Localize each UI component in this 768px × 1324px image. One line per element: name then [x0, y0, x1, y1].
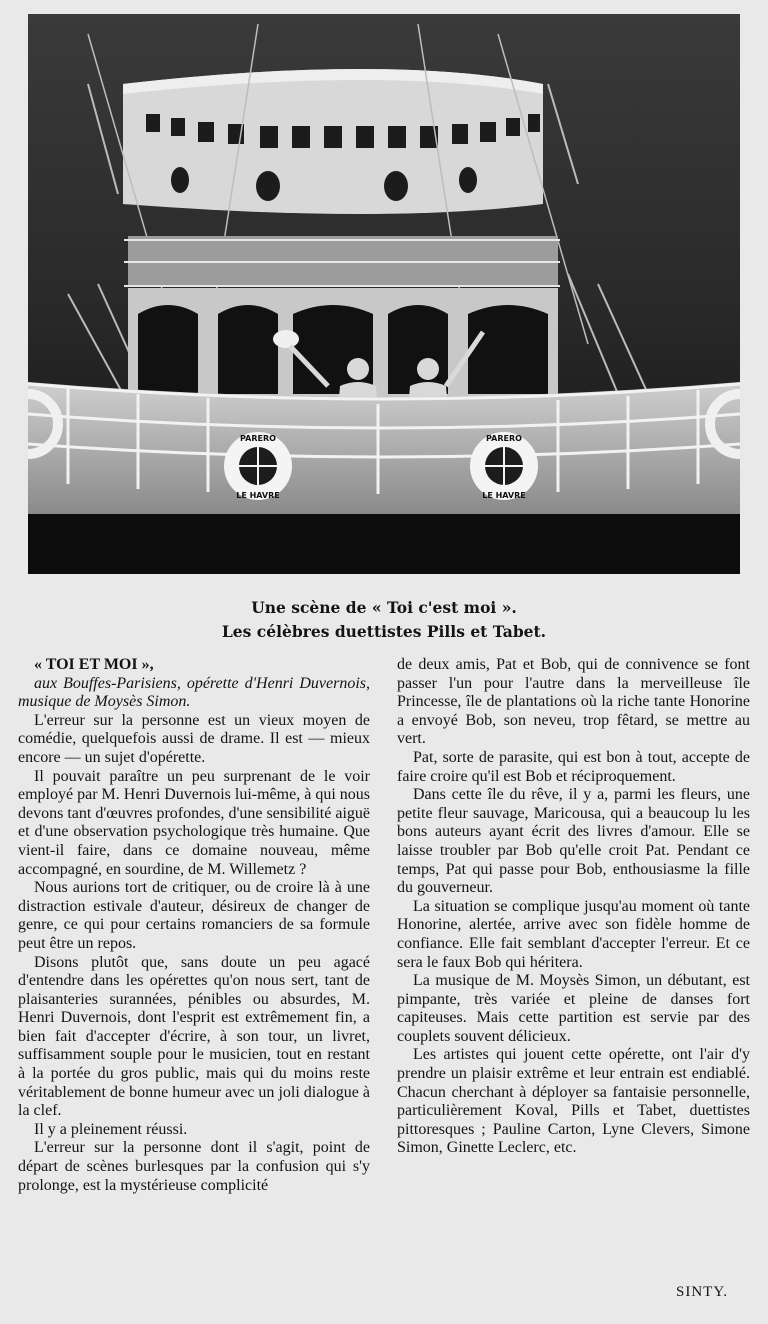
lifebuoy-right-top-text: PARERO: [486, 434, 522, 443]
ship-deck-scene: [28, 14, 740, 574]
paragraph-continuation: de deux amis, Pat et Bob, qui de connivence se font passer l'un pour l'autre dans la merveilleuse île Princesse, île de plantations où la riche tante Honorine a envoyé Bob, son neveu, trop fêtard, se mettre au vert.: [397, 656, 750, 748]
caption-line-2: Les célèbres duettistes Pills et Tabet.: [221, 622, 547, 641]
paragraph: Pat, sorte de parasite, qui est bon à tout, accepte de faire croire qu'il est Bob et réciproquement.: [397, 748, 750, 785]
paragraph: L'erreur sur la personne est un vieux moyen de comédie, quelquefois aussi de drame. Il est — mieux encore — un sujet d'opérette.: [18, 711, 370, 766]
paragraph: La situation se complique jusqu'au moment où tante Honorine, alertée, arrive avec son fidèle homme de confiance. Elle fait semblant d'accepter l'erreur. Et ce sera le faux Bob qui héritera.: [397, 897, 750, 971]
paragraph: L'erreur sur la personne dont il s'agit, point de départ de scènes burlesques par la confusion qui s'y prolonge, est la mystérieuse complicité: [18, 1139, 370, 1194]
paragraph: Les artistes qui jouent cette opérette, ont l'air d'y prendre un plaisir extrême et leur entrain est endiablé. Chacun cherchant à déployer sa fantaisie personnelle, particulièrement Koval, Pills et Tabet, duettistes pittoresques ; Pauline Carton, Lyne Clevers, Simone Simon, Ginette Leclerc, etc.: [397, 1046, 750, 1157]
lifebuoy-right-bottom-text: LE HAVRE: [482, 491, 526, 500]
article-subheading: aux Bouffes-Parisiens, opérette d'Henri Duvernois, musique de Moysès Simon.: [18, 674, 370, 711]
paragraph: Dans cette île du rêve, il y a, parmi les fleurs, une petite fleur sauvage, Maricousa, qui a beaucoup lu les bons auteurs ayant écrit des livres d'amour. Elle se laisse troubler par Bob qu'elle croit Pat. Pendant ce temps, Pat qui passe pour Bob, enthousiasme la fille du gouverneur.: [397, 786, 750, 897]
paragraph: Il y a pleinement réussi.: [34, 1120, 188, 1138]
lifebuoy-left-top-text: PARERO: [240, 434, 276, 443]
photo-caption: [0, 596, 768, 644]
paragraph: Il pouvait paraître un peu surprenant de le voir employé par M. Henri Duvernois lui-même, à qui nous devons tant d'œuvres profondes, d'une sensibilité aiguë et d'une observation psychologique très humaine. Que vient-il faire, dans ce domaine nouveau, même accompagné, en sourdine, de M. Willemetz ?: [18, 767, 370, 878]
article-heading: « TOI ET MOI »,: [34, 656, 154, 673]
paragraph: Disons plutôt que, sans doute un peu agacé d'entendre dans les opérettes qu'on nous sert, tant de plaisanteries surannées, pénibles ou absurdes, M. Henri Duvernois, dont l'esprit est extrêmement fin, a bien fait d'accepter d'écrire, à son tour, un livret, suffisamment souple pour le musicien, tout en restant à la portée du gros public, mais qui du moins reste véritablement de bonne humeur avec un joli dialogue à la clef.: [18, 953, 370, 1120]
article-column-right: [397, 656, 750, 1158]
caption-line-1: Une scène de « Toi c'est moi ».: [251, 598, 517, 617]
lifebuoy-left-bottom-text: LE HAVRE: [236, 491, 280, 500]
paragraph: Nous aurions tort de critiquer, ou de croire là à une distraction estivale d'auteur, désireux de changer de genre, ce qui pour certains romanciers de sa formule peut être un repos.: [18, 879, 370, 952]
stage-photo: [28, 14, 740, 574]
article-column-left: [18, 656, 370, 1195]
author-signature: SINTY.: [676, 1284, 728, 1300]
paragraph: La musique de M. Moysès Simon, un débutant, est pimpante, très variée et pleine de danses fort capiteuses. Mais cette partition est servie par des couplets souvent délicieux.: [397, 972, 750, 1045]
